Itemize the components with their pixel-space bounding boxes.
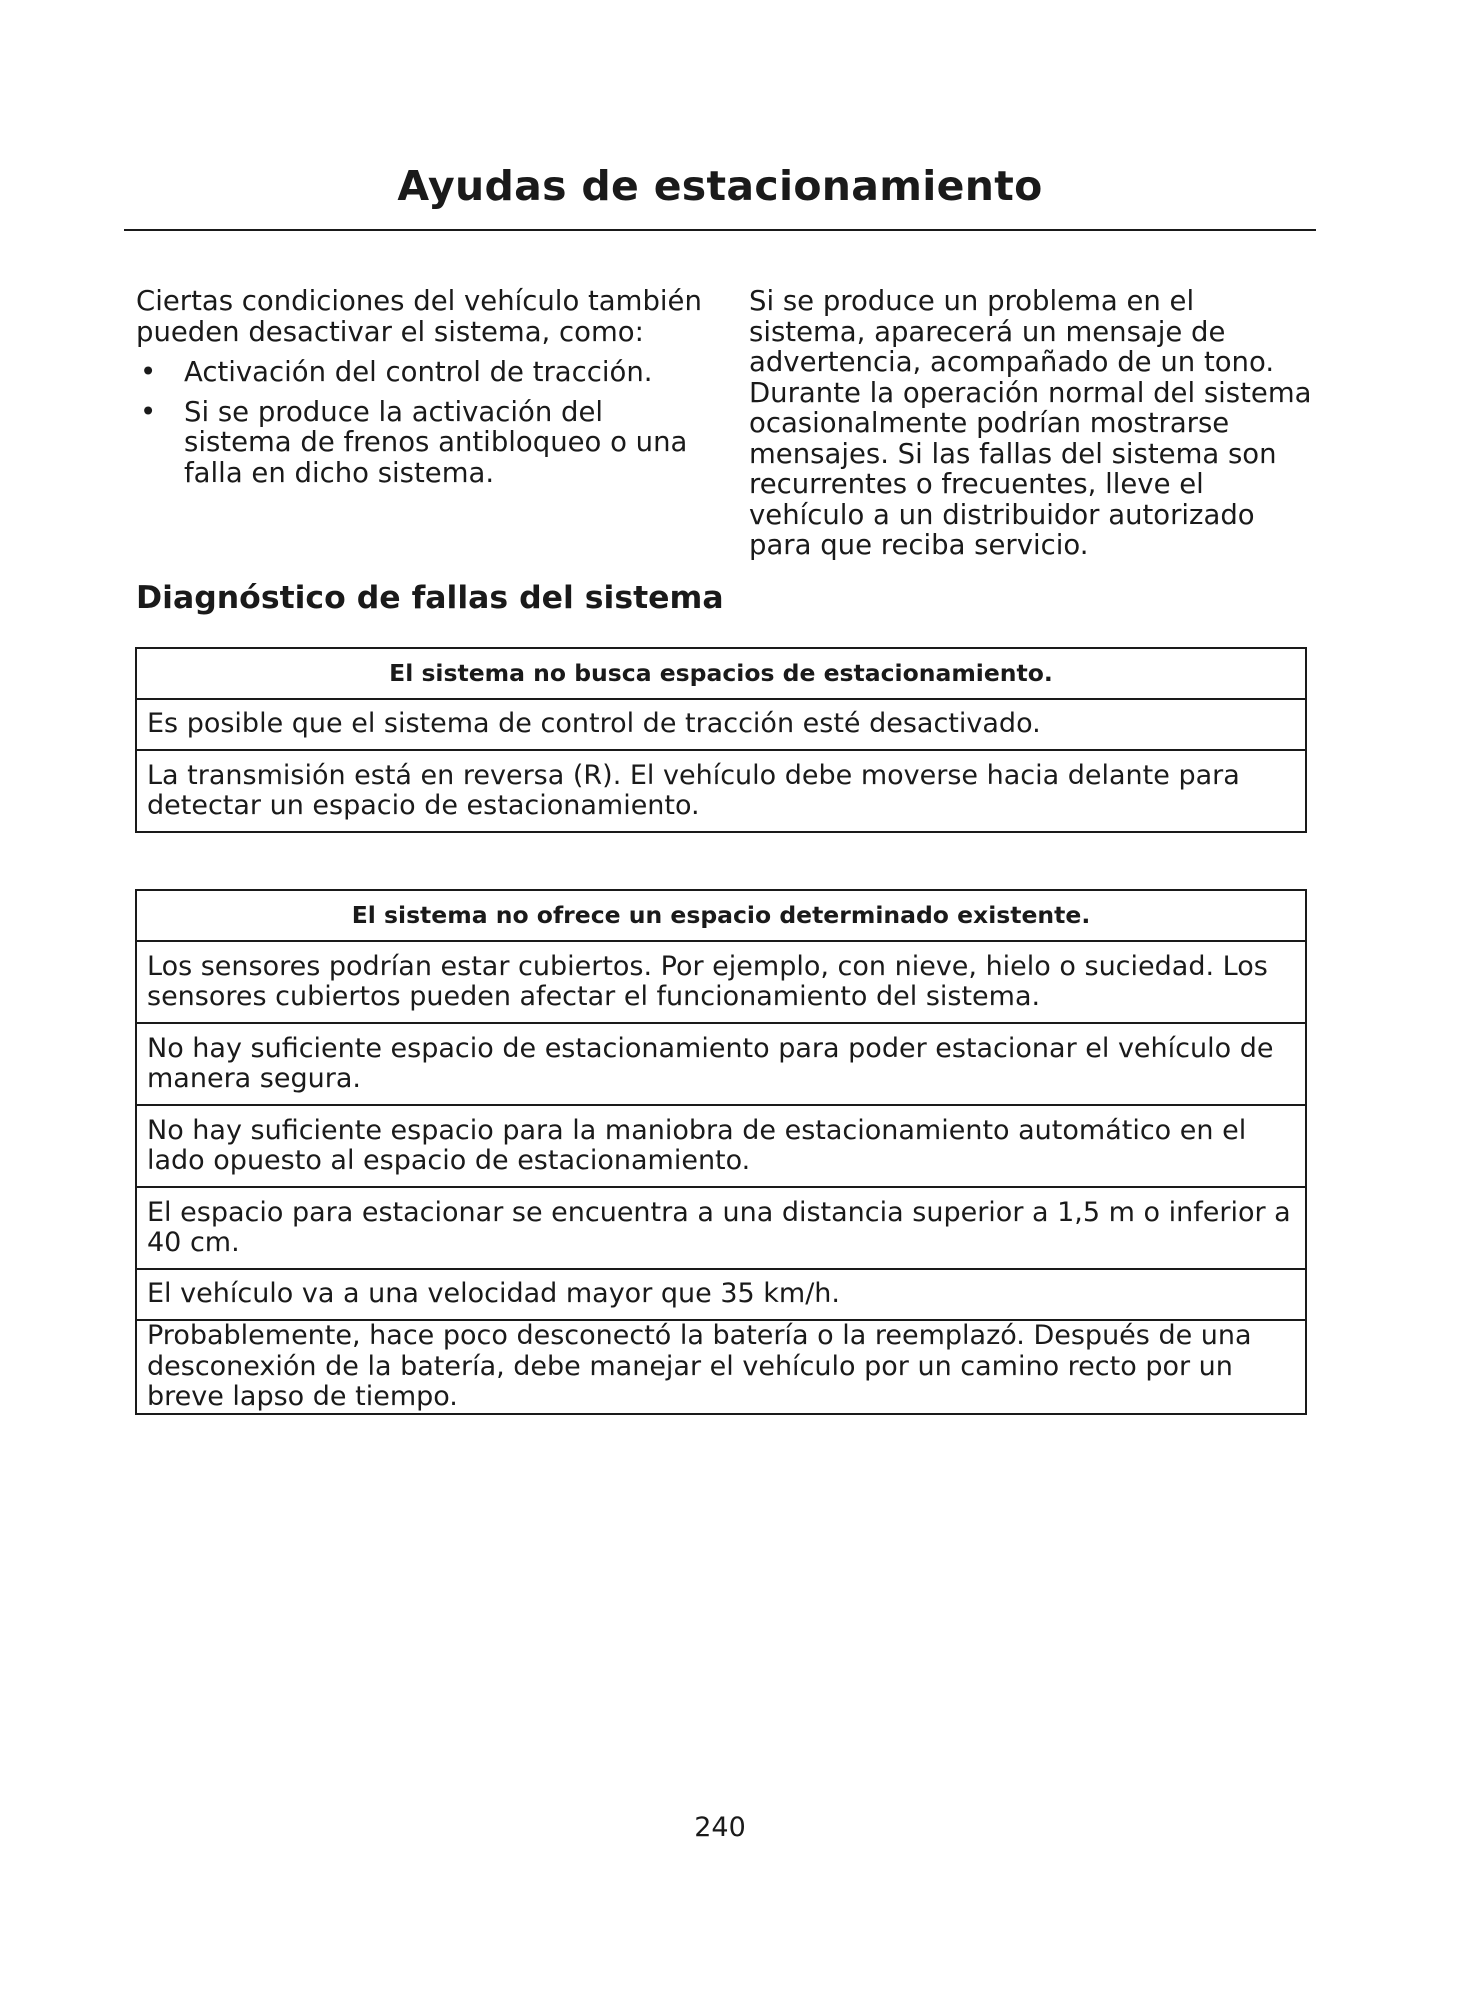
table-row <box>136 1269 1306 1320</box>
table-cell: No hay suficiente espacio para la maniobra de estacionamiento automático en el lado opuesto al espacio de estacionamiento. <box>136 1105 1306 1187</box>
table-cell: El espacio para estacionar se encuentra a una distancia superior a 1,5 m o inferior a 40 cm. <box>136 1187 1306 1269</box>
title-divider <box>124 229 1316 231</box>
condition-list <box>136 357 706 488</box>
diagnostic-table-2 <box>135 889 1307 1415</box>
list-item-text: Si se produce la activación del sistema de frenos antibloqueo o una falla en dicho sistema. <box>184 395 688 489</box>
table-header-row <box>136 890 1306 941</box>
diagnostic-table-1 <box>135 647 1307 833</box>
list-item-text: Activación del control de tracción. <box>184 356 653 388</box>
table-header-row <box>136 648 1306 699</box>
list-item <box>136 357 706 388</box>
table-cell: El vehículo va a una velocidad mayor que 35 km/h. <box>136 1269 1306 1320</box>
intro-paragraph: Ciertas condiciones del vehículo también pueden desactivar el sistema, como: <box>136 285 702 348</box>
table-row <box>136 941 1306 1023</box>
table-row <box>136 1023 1306 1105</box>
table-cell: No hay suficiente espacio de estacionamiento para poder estacionar el vehículo de manera segura. <box>136 1023 1306 1105</box>
section-heading: Diagnóstico de fallas del sistema <box>136 580 724 616</box>
left-column <box>136 286 706 497</box>
page-number: 240 <box>694 1812 746 1843</box>
table-header: El sistema no ofrece un espacio determinado existente. <box>136 890 1306 941</box>
table-row <box>136 1187 1306 1269</box>
table-row <box>136 699 1306 750</box>
list-item <box>136 397 706 489</box>
bullet-icon: • <box>140 356 157 388</box>
table-cell: Es posible que el sistema de control de tracción esté desactivado. <box>136 699 1306 750</box>
table-row <box>136 1320 1306 1414</box>
table-cell: Probablemente, hace poco desconectó la batería o la reemplazó. Después de una desconexión de la batería, debe manejar el vehículo por un camino recto por un breve lapso de tiempo. <box>136 1320 1306 1414</box>
table-row <box>136 1105 1306 1187</box>
table-cell: Los sensores podrían estar cubiertos. Por ejemplo, con nieve, hielo o suciedad. Los sensores cubiertos pueden afectar el funcionamiento del sistema. <box>136 941 1306 1023</box>
table-header: El sistema no busca espacios de estacionamiento. <box>136 648 1306 699</box>
warning-paragraph: Si se produce un problema en el sistema, aparecerá un mensaje de advertencia, acompañado de un tono. Durante la operación normal del sistema ocasionalmente podrían mostrarse mensajes. Si las fallas del sistema son recurrentes o frecuentes, lleve el vehículo a un distribuidor autorizado para que reciba servicio. <box>749 285 1312 561</box>
table-cell: La transmisión está en reversa (R). El vehículo debe moverse hacia delante para detectar un espacio de estacionamiento. <box>136 750 1306 832</box>
table-row <box>136 750 1306 832</box>
right-column <box>749 286 1319 561</box>
page-title: Ayudas de estacionamiento <box>397 162 1043 210</box>
bullet-icon: • <box>140 395 157 428</box>
